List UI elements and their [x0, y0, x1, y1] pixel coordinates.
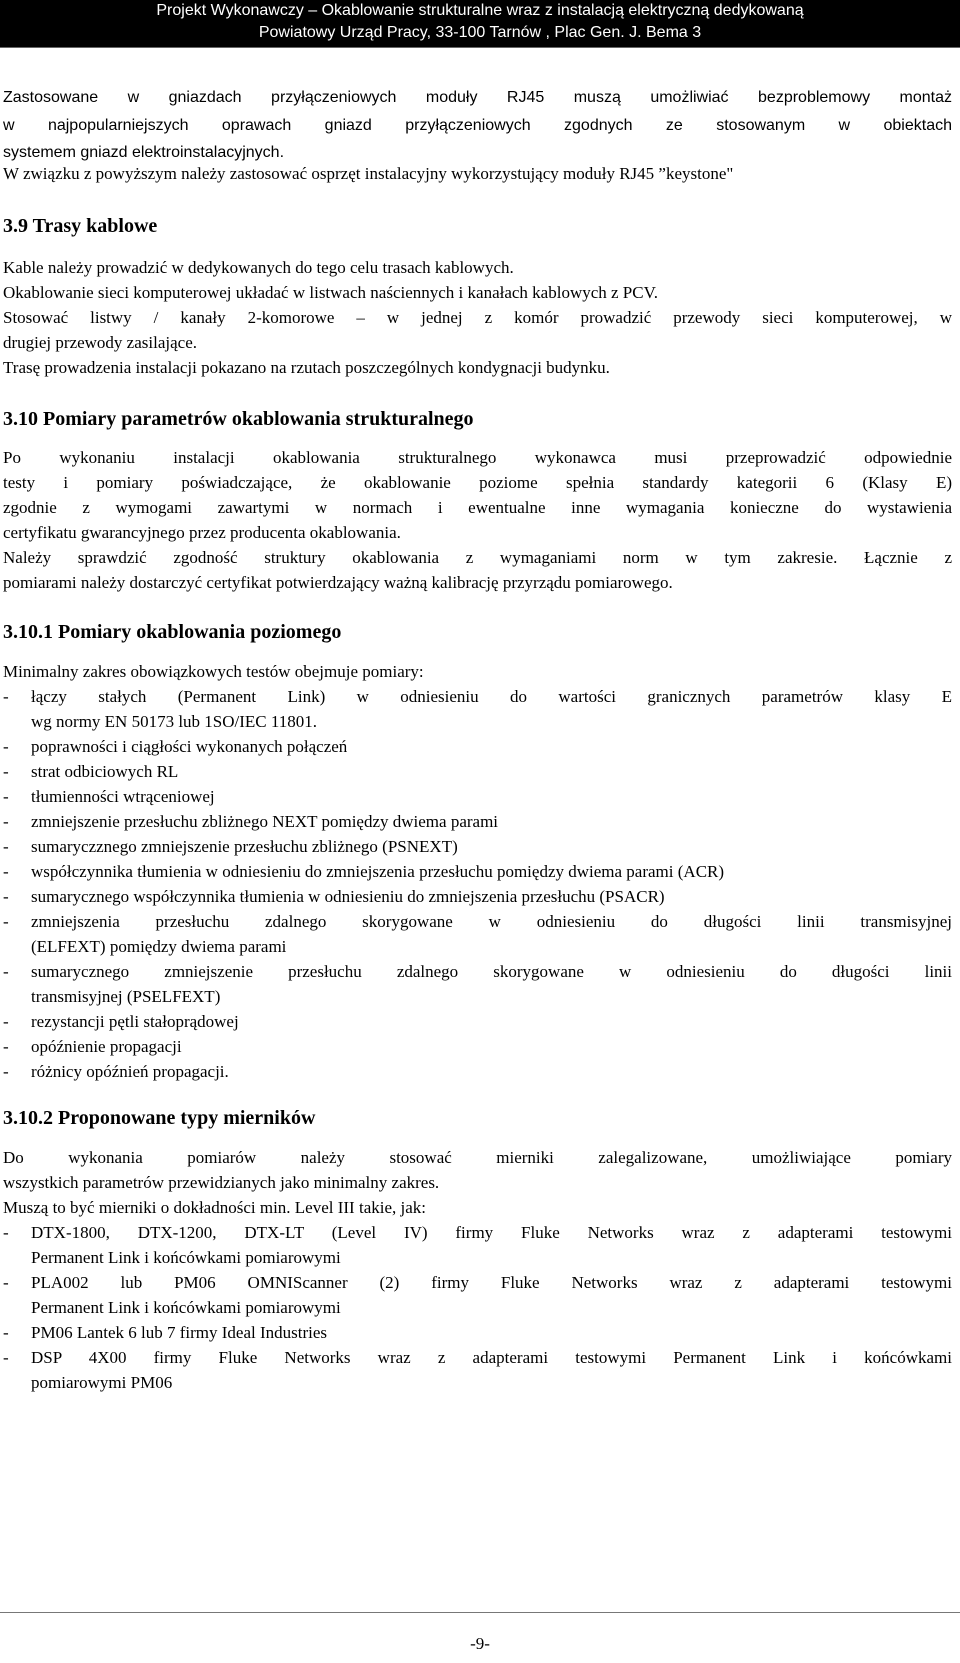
section-heading-3-9: 3.9 Trasy kablowe [3, 215, 158, 237]
list-dash: - [3, 762, 9, 781]
list-item-text: zmniejszenie przesłuchu zbliżnego NEXT pomiędzy dwiema parami [31, 812, 499, 831]
paragraph-line: Trasę prowadzenia instalacji pokazano na rzutach poszczególnych kondygnacji budynku. [3, 358, 610, 377]
list-dash: - [3, 887, 9, 906]
list-dash: - [3, 1037, 9, 1056]
list-dash: - [3, 1223, 9, 1242]
paragraph-line: Stosować listwy / kanały 2-komorowe – w jednej z komór prowadzić przewody sieci komputerowej, w [3, 308, 952, 327]
list-item-text: sumarycznego zmniejszenie przesłuchu zdalnego skorygowane w odniesieniu do długości linii [31, 962, 952, 981]
list-dash: - [3, 1062, 9, 1081]
list-dash: - [3, 837, 9, 856]
paragraph-line: Muszą to być mierniki o dokładności min. Level III takie, jak: [3, 1198, 426, 1217]
footer-rule [0, 1612, 960, 1613]
list-dash: - [3, 1348, 9, 1367]
list-item-text: tłumienności wtrąceniowej [31, 787, 215, 806]
paragraph-line: pomiarami należy dostarczyć certyfikat potwierdzający ważną kalibrację przyrządu pomiarowego. [3, 573, 673, 592]
intro-line: w najpopularniejszych oprawach gniazd przyłączeniowych zgodnych ze stosowanym w obiektach [3, 117, 952, 134]
list-dash: - [3, 737, 9, 756]
list-dash: - [3, 687, 9, 706]
list-item-text: zmniejszenia przesłuchu zdalnego skorygowane w odniesieniu do długości linii transmisyjnej [31, 912, 952, 931]
list-item-text: transmisyjnej (PSELFEXT) [31, 987, 221, 1006]
paragraph-line: zgodnie z wymogami zawartymi w normach i ewentualne inne wymagania konieczne do wystawienia [3, 498, 952, 517]
list-item-text: Permanent Link i końcówkami pomiarowymi [31, 1248, 341, 1267]
list-item-text: DSP 4X00 firmy Fluke Networks wraz z adapterami testowymi Permanent Link i końcówkami [31, 1348, 952, 1367]
list-item-text: rezystancji pętli stałoprądowej [31, 1012, 239, 1031]
list-dash: - [3, 962, 9, 981]
header-line-project: Projekt Wykonawczy – Okablowanie strukturalne wraz z instalacją elektryczną dedykowaną [156, 2, 804, 19]
list-item-text: PLA002 lub PM06 OMNIScanner (2) firmy Fluke Networks wraz z adapterami testowymi [31, 1273, 952, 1292]
paragraph-line: certyfikatu gwarancyjnego przez producenta okablowania. [3, 523, 401, 542]
list-dash: - [3, 812, 9, 831]
page-header [0, 0, 960, 47]
list-item-text: wg normy EN 50173 lub 1SO/IEC 11801. [31, 712, 318, 731]
list-item-text: strat odbiciowych RL [31, 762, 179, 781]
list-item-text: Permanent Link i końcówkami pomiarowymi [31, 1298, 341, 1317]
list-item-text: sumaryczznego zmniejszenie przesłuchu zbliżnego (PSNEXT) [31, 837, 458, 856]
paragraph-line: testy i pomiary poświadczające, że okablowanie poziome spełnia standardy kategorii 6 (Klasy E) [3, 473, 952, 492]
paragraph-line: Do wykonania pomiarów należy stosować mierniki zalegalizowane, umożliwiające pomiary [3, 1148, 952, 1167]
page-number: -9- [470, 1634, 490, 1653]
list-dash: - [3, 1323, 9, 1342]
paragraph-line: drugiej przewody zasilające. [3, 333, 197, 352]
list-dash: - [3, 862, 9, 881]
list-dash: - [3, 1012, 9, 1031]
intro-line: Zastosowane w gniazdach przyłączeniowych moduły RJ45 muszą umożliwiać bezproblemowy montaż [3, 89, 952, 106]
list-item-text: opóźnienie propagacji [31, 1037, 182, 1056]
section-heading-3-10: 3.10 Pomiary parametrów okablowania strukturalnego [3, 408, 474, 430]
paragraph-line: Po wykonaniu instalacji okablowania strukturalnego wykonawca musi przeprowadzić odpowiednie [3, 448, 952, 467]
list-item-text: poprawności i ciągłości wykonanych połączeń [31, 737, 348, 756]
paragraph-line: Minimalny zakres obowiązkowych testów obejmuje pomiary: [3, 662, 424, 681]
list-item-text: pomiarowymi PM06 [31, 1373, 173, 1392]
list-dash: - [3, 787, 9, 806]
paragraph-line: Kable należy prowadzić w dedykowanych do tego celu trasach kablowych. [3, 258, 514, 277]
intro-line: W związku z powyższym należy zastosować osprzęt instalacyjny wykorzystujący moduły RJ45 ”keystone" [3, 164, 734, 183]
paragraph-line: wszystkich parametrów przewidzianych jako minimalny zakres. [3, 1173, 440, 1192]
section-heading-3-10-1: 3.10.1 Pomiary okablowania poziomego [3, 621, 342, 643]
section-heading-3-10-2: 3.10.2 Proponowane typy mierników [3, 1107, 316, 1129]
intro-line: systemem gniazd elektroinstalacyjnych. [3, 144, 285, 161]
header-rule [0, 47, 960, 48]
list-item-text: łączy stałych (Permanent Link) w odniesieniu do wartości granicznych parametrów klasy E [31, 687, 952, 706]
list-item-text: (ELFEXT) pomiędzy dwiema parami [31, 937, 287, 956]
list-dash: - [3, 912, 9, 931]
list-item-text: DTX-1800, DTX-1200, DTX-LT (Level IV) firmy Fluke Networks wraz z adapterami testowymi [31, 1223, 952, 1242]
list-item-text: współczynnika tłumienia w odniesieniu do zmniejszenia przesłuchu pomiędzy dwiema parami (ACR) [31, 862, 725, 881]
list-item-text: sumarycznego współczynnika tłumienia w odniesieniu do zmniejszenia przesłuchu (PSACR) [31, 887, 665, 906]
list-item-text: PM06 Lantek 6 lub 7 firmy Ideal Industries [31, 1323, 328, 1342]
list-item-text: różnicy opóźnień propagacji. [31, 1062, 229, 1081]
list-dash: - [3, 1273, 9, 1292]
paragraph-line: Okablowanie sieci komputerowej układać w listwach naściennych i kanałach kablowych z PCV. [3, 283, 658, 302]
header-line-address: Powiatowy Urząd Pracy, 33-100 Tarnów , Plac Gen. J. Bema 3 [258, 24, 702, 41]
paragraph-line: Należy sprawdzić zgodność struktury okablowania z wymaganiami norm w tym zakresie. Łącznie z [3, 548, 952, 567]
